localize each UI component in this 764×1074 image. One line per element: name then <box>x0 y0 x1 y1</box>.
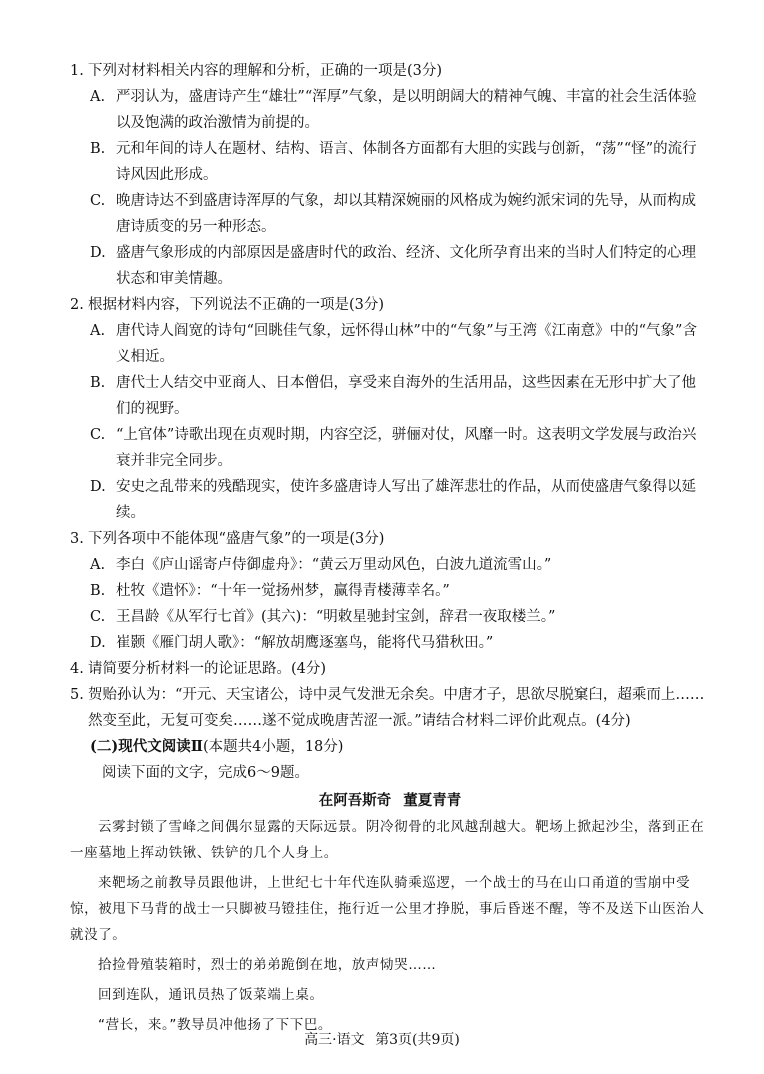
article-title: 在阿吾斯奇 <box>318 792 392 809</box>
option-text: 杜牧《遣怀》：“十年一觉扬州梦，赢得青楼薄幸名。” <box>116 583 450 599</box>
option-c <box>70 188 710 240</box>
option-d <box>70 240 710 292</box>
section-title: (二)现代文阅读Ⅱ <box>90 738 203 755</box>
question-4 <box>70 656 710 682</box>
option-text: 崔颢《雁门胡人歌》：“解放胡鹰逐塞鸟，能将代马猎秋田。” <box>116 635 494 651</box>
question-number: 2. <box>70 297 84 313</box>
article-heading <box>70 788 710 814</box>
option-label: D. <box>90 635 106 651</box>
option-d <box>70 630 710 656</box>
question-stem <box>70 656 710 682</box>
article-paragraph: 来靶场之前教导员跟他讲，上世纪七十年代连队骑乘巡逻，一个战士的马在山口甬道的雪崩中受惊，被甩下马背的战士一只脚被马镫挂住，拖行近一公里才挣脱，事后昏迷不醒，等不及送下山医治人就没了。 <box>70 875 705 943</box>
question-stem <box>70 58 710 84</box>
option-text: 晚唐诗达不到盛唐诗浑厚的气象，却以其精深婉丽的风格成为婉约派宋词的先导，从而构成唐诗质变的另一种形态。 <box>116 193 696 235</box>
option-text: 唐代诗人阎宽的诗句“回眺佳气象，远怀得山林”中的“气象”与王湾《江南意》中的“气象”含义相近。 <box>116 323 697 365</box>
option-text: 李白《庐山谣寄卢侍御虚舟》：“黄云万里动风色，白波九道流雪山。” <box>116 557 552 573</box>
option-text: 盛唐气象形成的内部原因是盛唐时代的政治、经济、文化所孕育出来的当时人们特定的心理状态和审美情趣。 <box>116 245 696 287</box>
question-stem <box>70 292 710 318</box>
footer-page-number: 第3页(共9页) <box>375 1032 460 1048</box>
option-b <box>70 370 710 422</box>
section-heading <box>70 734 710 760</box>
option-text: 唐代士人结交中亚商人、日本僧侣，享受来自海外的生活用品，这些因素在无形中扩大了他们的视野。 <box>116 375 696 417</box>
question-list <box>70 58 710 1042</box>
option-label: B. <box>90 583 106 599</box>
question-stem <box>70 682 710 734</box>
question-number: 1. <box>70 63 84 79</box>
option-label: B. <box>90 375 106 391</box>
question-2 <box>70 292 710 526</box>
article-paragraph: “营长，来。”教导员冲他扬了下下巴。 <box>98 1017 333 1033</box>
option-text: 元和年间的诗人在题材、结构、语言、体制各方面都有大胆的实践与创新，“荡”“怪”的流行诗风因此形成。 <box>116 141 697 183</box>
page-footer <box>0 1030 764 1050</box>
article-paragraph: 拾捡骨殖装箱时，烈士的弟弟跪倒在地，放声恸哭…… <box>98 957 437 973</box>
question-stem <box>70 526 710 552</box>
option-b <box>70 578 710 604</box>
option-label: C. <box>90 609 106 625</box>
question-text: 下列对材料相关内容的理解和分析，正确的一项是(3分) <box>88 63 443 79</box>
footer-subject: 高三·语文 <box>304 1032 365 1048</box>
option-text: 安史之乱带来的残酷现实，使许多盛唐诗人写出了雄浑悲壮的作品，从而使盛唐气象得以延续。 <box>116 479 696 521</box>
question-3 <box>70 526 710 656</box>
question-number: 5. <box>70 687 84 703</box>
option-label: C. <box>90 193 106 209</box>
option-a <box>70 318 710 370</box>
option-c <box>70 604 710 630</box>
question-text: 下列各项中不能体现“盛唐气象”的一项是(3分) <box>88 531 385 547</box>
question-number: 4. <box>70 661 84 677</box>
question-1 <box>70 58 710 292</box>
option-label: D. <box>90 479 106 495</box>
option-c <box>70 422 710 474</box>
article-author: 董夏青青 <box>403 792 462 809</box>
option-b <box>70 136 710 188</box>
option-label: D. <box>90 245 106 261</box>
option-label: A. <box>90 323 106 339</box>
question-text: 根据材料内容，下列说法不正确的一项是(3分) <box>88 297 385 313</box>
question-number: 3. <box>70 531 84 547</box>
option-a <box>70 84 710 136</box>
article-paragraph: 回到连队，通讯员热了饭菜端上桌。 <box>98 987 324 1003</box>
option-a <box>70 552 710 578</box>
option-text: 严羽认为，盛唐诗产生“雄壮”“浑厚”气象，是以明朗阔大的精神气魄、丰富的社会生活体验以及饱满的政治激情为前提的。 <box>116 89 697 131</box>
option-label: C. <box>90 427 106 443</box>
article-paragraph: 云雾封锁了雪峰之间偶尔显露的天际远景。阴冷彻骨的北风越刮越大。靶场上掀起沙尘，落到正在一座墓地上挥动铁锹、铁铲的几个人身上。 <box>70 819 705 861</box>
option-label: B. <box>90 141 106 157</box>
question-5 <box>70 682 710 734</box>
option-text: 王昌龄《从军行七首》(其六)：“明敕星驰封宝剑，辞君一夜取楼兰。” <box>116 609 556 625</box>
question-text: 请简要分析材料一的论证思路。(4分) <box>88 661 327 677</box>
option-d <box>70 474 710 526</box>
option-text: “上官体”诗歌出现在贞观时期，内容空泛，骈俪对仗，风靡一时。这表明文学发展与政治兴衰并非完全同步。 <box>116 427 697 469</box>
section-instruction: 阅读下面的文字，完成6～9题。 <box>102 765 309 781</box>
option-label: A. <box>90 89 106 105</box>
option-label: A. <box>90 557 106 573</box>
section-note: (本题共4小题，18分) <box>202 739 344 755</box>
question-text: 贺贻孙认为：“开元、天宝诸公，诗中灵气发泄无余矣。中唐才子，思欲尽脱窠臼，超乘而上……然变至此，无复可变矣……遂不觉成晚唐苦涩一派。”请结合材料二评价此观点。(4分) <box>88 687 705 729</box>
